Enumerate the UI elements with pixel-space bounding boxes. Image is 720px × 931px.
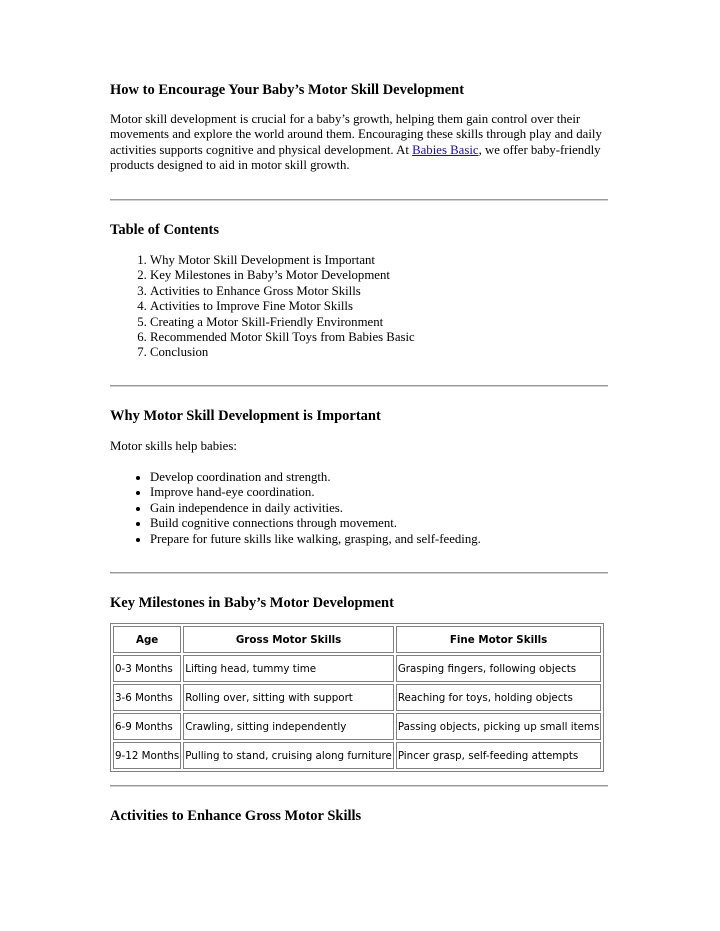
table-row [113,684,601,711]
table-cell-age: 6-9 Months [113,713,181,740]
intro-paragraph [110,112,608,174]
bullet-item: • Prepare for future skills like walking, grasping, and self-feeding. [150,532,481,547]
milestones-heading: Key Milestones in Baby’s Motor Development [110,595,394,611]
toc-item: 6. Recommended Motor Skill Toys from Babies Basic [150,330,415,345]
why-heading: Why Motor Skill Development is Important [110,408,381,424]
column-header-fine: Fine Motor Skills [396,626,602,653]
table-cell-gross: Lifting head, tummy time [183,655,394,682]
bullet-item: • Gain independence in daily activities. [150,501,481,516]
article-title: How to Encourage Your Baby’s Motor Skill Development [110,82,465,98]
table-cell-gross: Pulling to stand, cruising along furniture [183,742,394,769]
section-divider [110,199,608,201]
table-cell-fine: Reaching for toys, holding objects [396,684,602,711]
toc-item: 1. Why Motor Skill Development is Important [150,253,415,268]
section-divider [110,572,608,574]
table-cell-fine: Pincer grasp, self-feeding attempts [396,742,602,769]
table-cell-age: 3-6 Months [113,684,181,711]
section-divider [110,385,608,387]
why-intro-text: Motor skills help babies: [110,439,237,453]
intro-text-after-link: , we offer baby-friendly products designed to aid in motor skill growth. [110,142,601,173]
gross-motor-heading: Activities to Enhance Gross Motor Skills [110,808,362,824]
why-bullet-list [110,470,481,547]
table-row [113,713,601,740]
table-row [113,742,601,769]
table-cell-fine: Grasping fingers, following objects [396,655,602,682]
toc-item: 3. Activities to Enhance Gross Motor Skills [150,284,415,299]
bullet-item: • Build cognitive connections through movement. [150,516,481,531]
toc-heading: Table of Contents [110,222,220,238]
bullet-item: • Improve hand-eye coordination. [150,485,481,500]
table-cell-age: 9-12 Months [113,742,181,769]
table-cell-gross: Rolling over, sitting with support [183,684,394,711]
milestones-table [110,623,604,772]
table-header-row [113,626,601,653]
toc-item: 5. Creating a Motor Skill-Friendly Environment [150,315,415,330]
table-cell-fine: Passing objects, picking up small items [396,713,602,740]
bullet-item: • Develop coordination and strength. [150,470,481,485]
column-header-age: Age [113,626,181,653]
toc-list [110,253,415,361]
babies-basic-link[interactable]: Babies Basic [412,142,479,157]
table-cell-gross: Crawling, sitting independently [183,713,394,740]
toc-item: 7. Conclusion [150,345,415,360]
table-cell-age: 0-3 Months [113,655,181,682]
intro-text-before-link: Motor skill development is crucial for a baby’s growth, helping them gain control over their movements and explore the world around them. Encouraging these skills through play and daily activities supports cognitive and physical development. At [110,112,602,157]
column-header-gross: Gross Motor Skills [183,626,394,653]
toc-item: 2. Key Milestones in Baby’s Motor Development [150,268,415,283]
section-divider [110,785,608,787]
toc-item: 4. Activities to Improve Fine Motor Skills [150,299,415,314]
table-row [113,655,601,682]
